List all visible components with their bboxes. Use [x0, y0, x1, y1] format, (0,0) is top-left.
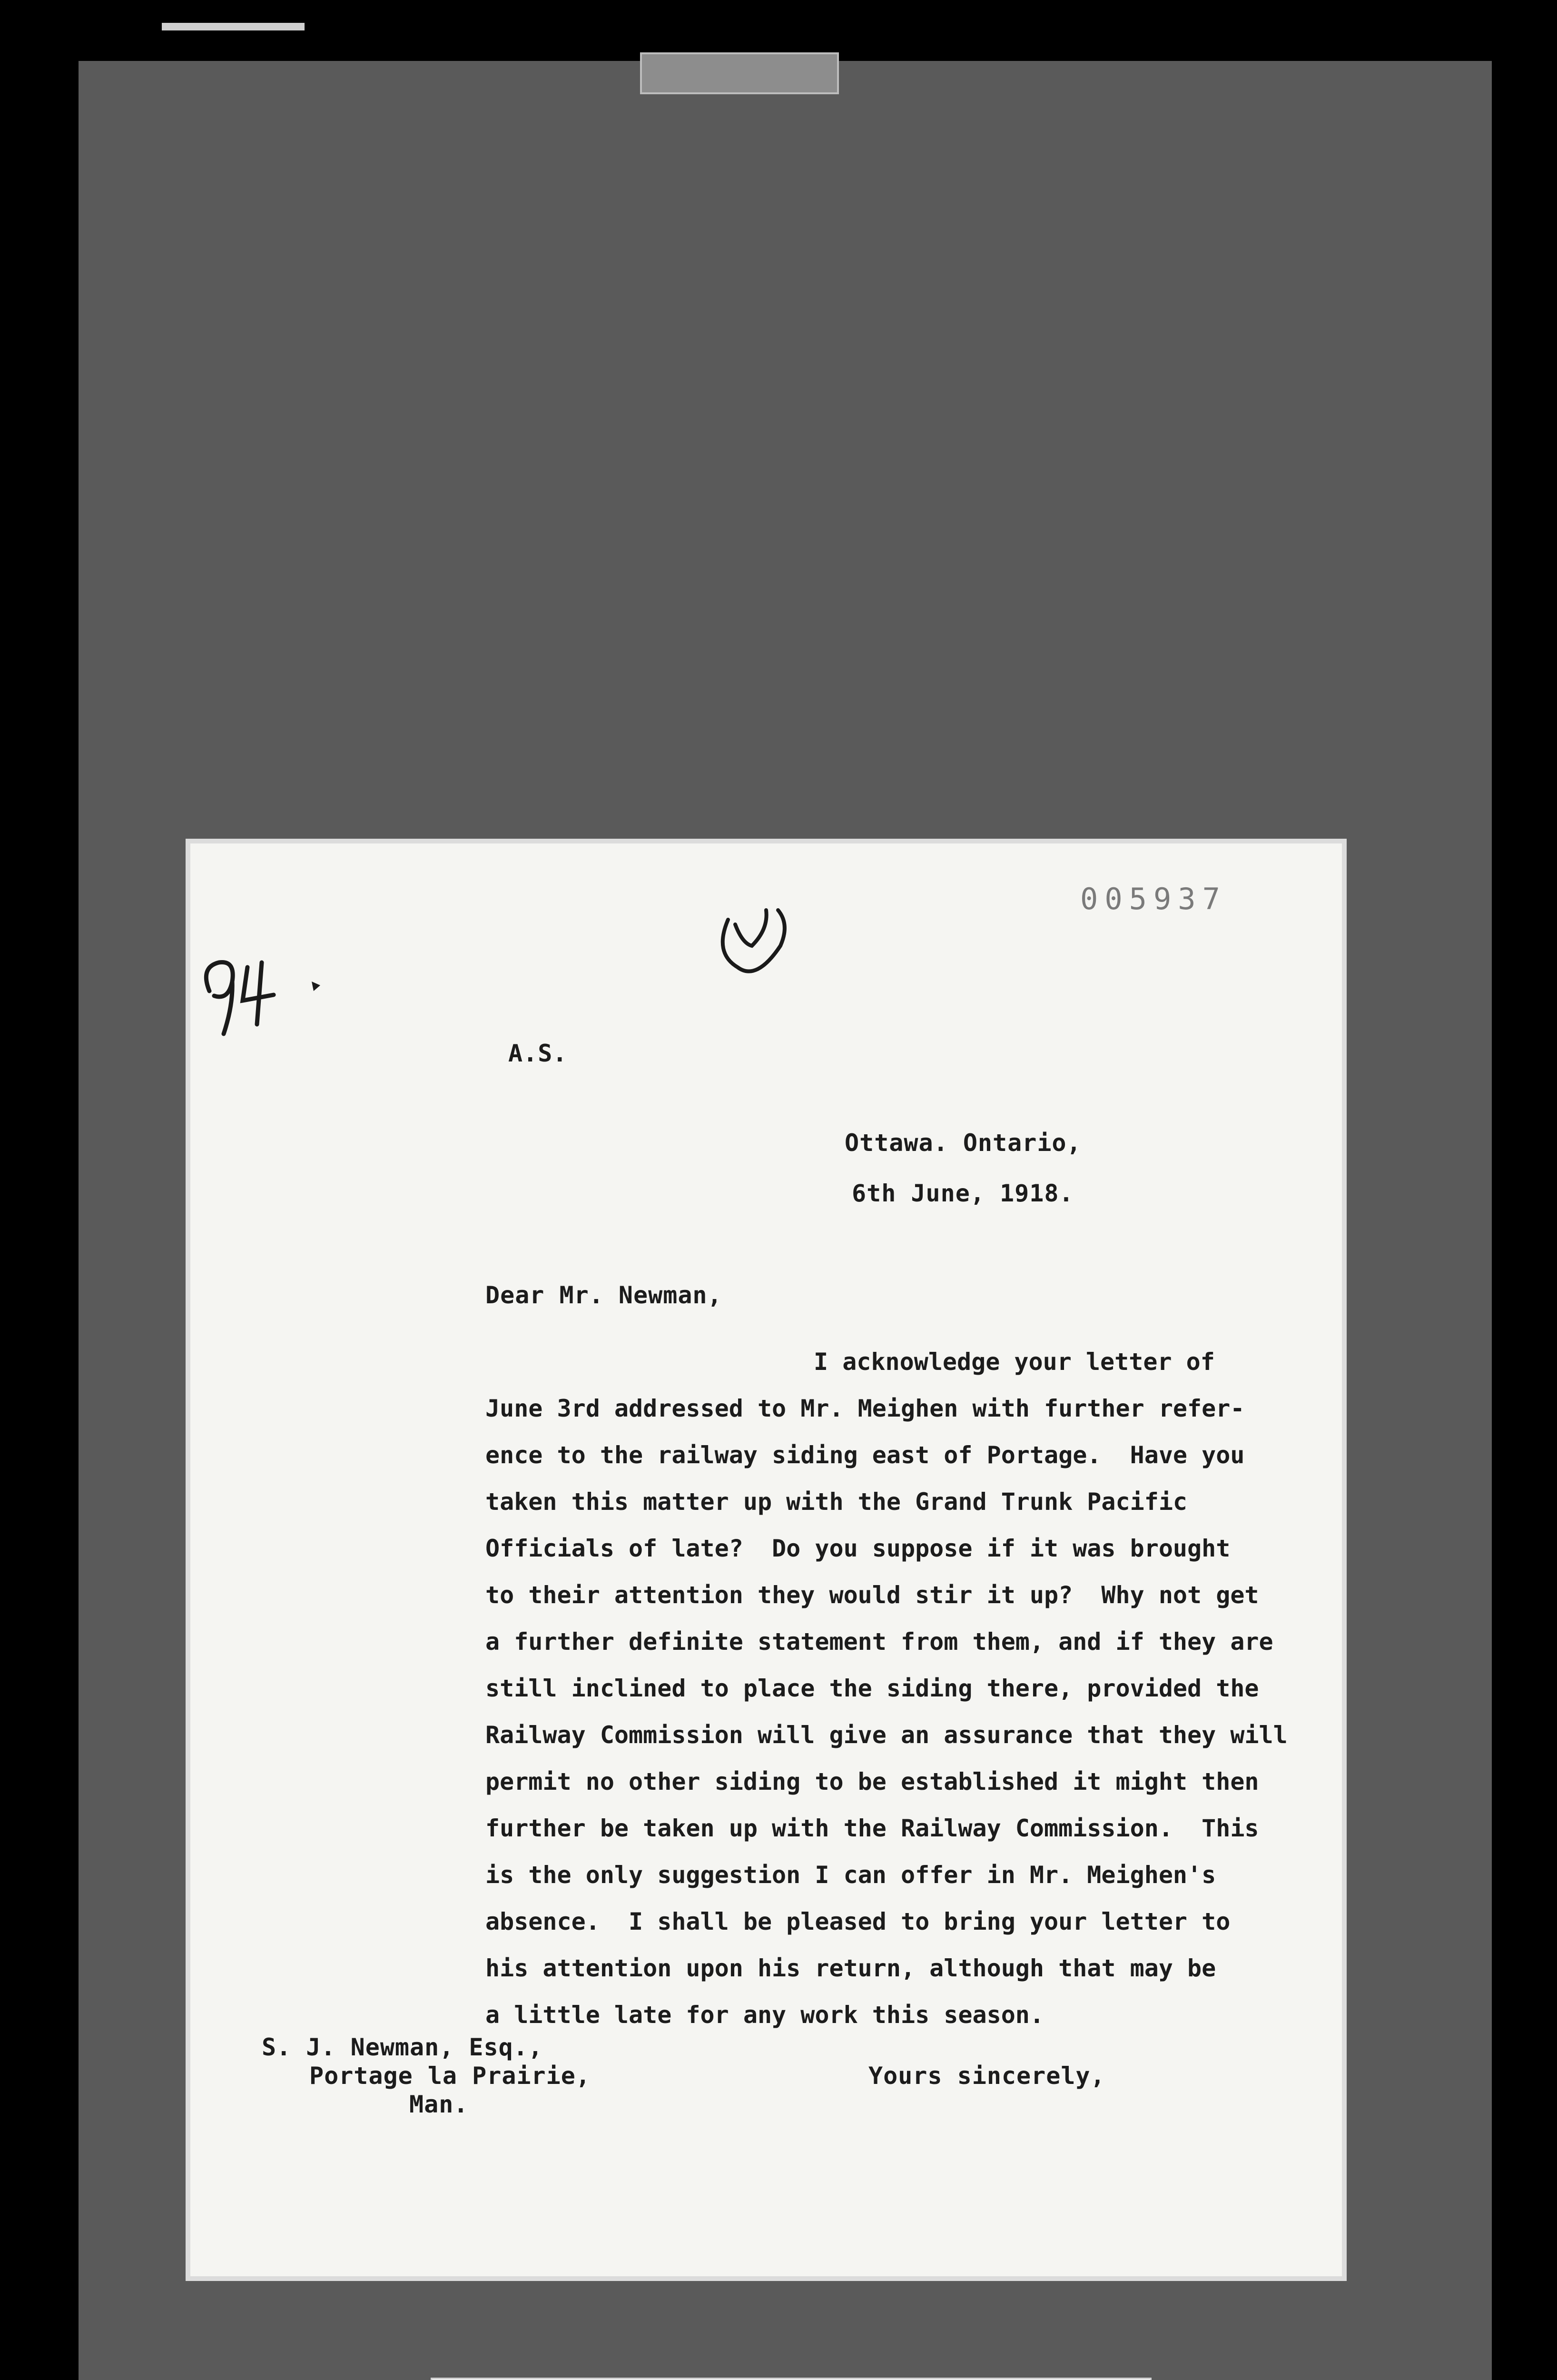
- salutation: Dear Mr. Newman,: [485, 1281, 722, 1309]
- body-line: Officials of late? Do you suppose if it was brought: [485, 1535, 1231, 1562]
- check-mark-icon: [723, 910, 785, 972]
- addressee-province: Man.: [409, 2091, 469, 2118]
- body-line: is the only suggestion I can offer in Mr. Meighen's: [485, 1861, 1216, 1889]
- body-line: still inclined to place the siding there, provided the: [485, 1675, 1259, 1702]
- edge-scrap: [162, 23, 305, 30]
- body-line: Railway Commission will give an assurance that they will: [485, 1721, 1288, 1749]
- body-line: permit no other siding to be established it might then: [485, 1768, 1259, 1795]
- body-line: a further definite statement from them, and if they are: [485, 1628, 1273, 1656]
- body-line: June 3rd addressed to Mr. Meighen with further refer-: [485, 1395, 1245, 1422]
- addressee-city: Portage la Prairie,: [309, 2062, 591, 2090]
- closing: Yours sincerely,: [868, 2062, 1105, 2090]
- collection-caption: [431, 2378, 1152, 2380]
- body-line: taken this matter up with the Grand Trunk Pacific: [485, 1488, 1188, 1516]
- body-line: ence to the railway siding east of Portage. Have you: [485, 1441, 1245, 1469]
- body-line: his attention upon his return, although that may be: [485, 1954, 1216, 1982]
- document-number: 005937: [1080, 882, 1227, 916]
- letter-date: 6th June, 1918.: [852, 1180, 1074, 1207]
- handwritten-annotations: [190, 843, 1342, 1043]
- typewritten-letter: [190, 843, 1342, 2276]
- body-line: to their attention they would stir it up? Why not get: [485, 1581, 1259, 1609]
- addressee-name: S. J. Newman, Esq.,: [262, 2033, 543, 2061]
- body-line: a little late for any work this season.: [485, 2001, 1044, 2029]
- handwritten-number-94: [206, 962, 274, 1034]
- initials: A.S.: [508, 1040, 568, 1067]
- body-line: further be taken up with the Railway Commission. This: [485, 1815, 1259, 1842]
- letter-place: Ottawa. Ontario,: [845, 1129, 1082, 1157]
- ink-dot: [312, 982, 320, 991]
- body-line: I acknowledge your letter of: [814, 1348, 1215, 1376]
- mounting-tape: [640, 52, 839, 94]
- body-line: absence. I shall be pleased to bring your letter to: [485, 1908, 1231, 1935]
